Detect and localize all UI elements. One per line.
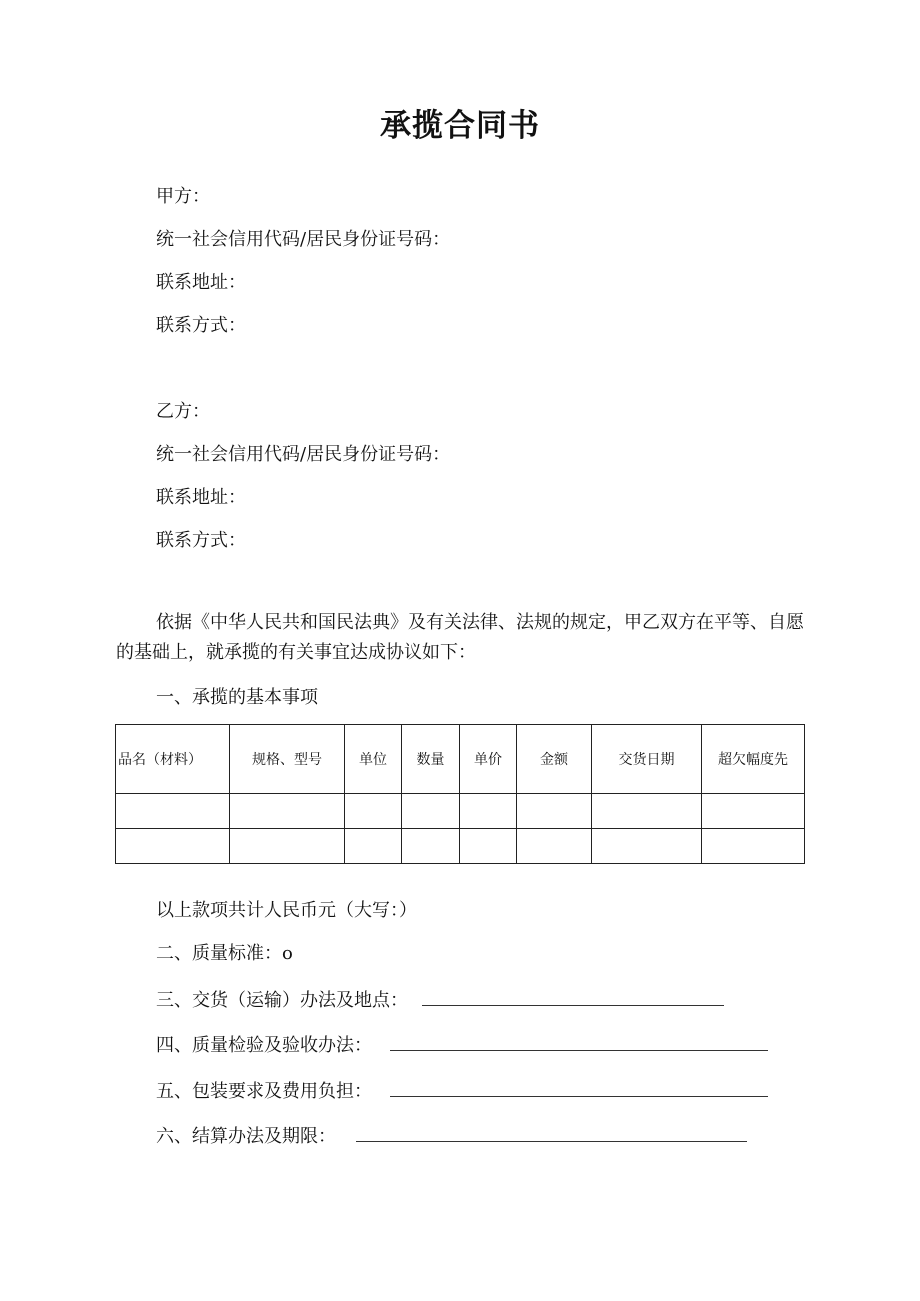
table-cell[interactable] — [592, 794, 702, 829]
table-cell[interactable] — [517, 794, 592, 829]
intro-paragraph: 依据《中华人民共和国民法典》及有关法律、法规的规定，甲乙双方在平等、自愿的基础上，就承揽的有关事宜达成协议如下： — [116, 612, 804, 663]
header-amount: 金额 — [517, 725, 592, 794]
header-unit-price: 单价 — [460, 725, 517, 794]
section5-packaging-row — [156, 1076, 768, 1103]
items-table — [115, 724, 805, 864]
header-quantity: 数量 — [402, 725, 460, 794]
section3-blank-line[interactable] — [422, 985, 724, 1006]
table-row — [116, 829, 805, 864]
table-row — [116, 794, 805, 829]
party-b-id-label: 统一社会信用代码/居民身份证号码： — [156, 444, 451, 465]
section4-blank-line[interactable] — [390, 1030, 768, 1051]
section6-settlement-row — [156, 1121, 747, 1148]
table-cell[interactable] — [345, 829, 402, 864]
total-amount-line: 以上款项共计人民币元（大写：） — [156, 900, 417, 921]
table-cell[interactable] — [230, 829, 345, 864]
party-b-contact-label: 联系方式： — [156, 530, 246, 551]
section3-delivery-row — [156, 985, 724, 1012]
table-cell[interactable] — [517, 829, 592, 864]
table-cell[interactable] — [702, 829, 805, 864]
section1-heading: 一、承揽的基本事项 — [156, 687, 318, 708]
party-a-label: 甲方： — [156, 186, 210, 207]
header-delivery-date: 交货日期 — [592, 725, 702, 794]
header-unit: 单位 — [345, 725, 402, 794]
table-cell[interactable] — [116, 829, 230, 864]
table-cell[interactable] — [230, 794, 345, 829]
table-cell[interactable] — [402, 829, 460, 864]
section4-label: 四、质量检验及验收办法： — [156, 1035, 372, 1056]
header-product: 品名（材料） — [116, 725, 230, 794]
contract-title: 承揽合同书 — [380, 108, 540, 144]
section6-blank-line[interactable] — [356, 1121, 747, 1142]
table-cell[interactable] — [116, 794, 230, 829]
table-cell[interactable] — [592, 829, 702, 864]
table-cell[interactable] — [702, 794, 805, 829]
party-b-address-label: 联系地址： — [156, 487, 246, 508]
table-cell[interactable] — [460, 794, 517, 829]
table-cell[interactable] — [402, 794, 460, 829]
section2-quality-standard: 二、质量标准：o — [156, 943, 293, 964]
table-header-row — [116, 725, 805, 794]
section5-label: 五、包装要求及费用负担： — [156, 1081, 372, 1102]
section6-label: 六、结算办法及期限： — [156, 1126, 336, 1147]
party-a-address-label: 联系地址： — [156, 272, 246, 293]
header-spec: 规格、型号 — [230, 725, 345, 794]
party-a-id-label: 统一社会信用代码/居民身份证号码： — [156, 229, 451, 250]
table-cell[interactable] — [345, 794, 402, 829]
section5-blank-line[interactable] — [390, 1076, 768, 1097]
table-cell[interactable] — [460, 829, 517, 864]
party-b-label: 乙方： — [156, 401, 210, 422]
section3-label: 三、交货（运输）办法及地点： — [156, 990, 408, 1011]
header-tolerance: 超欠幅度先 — [702, 725, 805, 794]
party-a-contact-label: 联系方式： — [156, 315, 246, 336]
section4-inspection-row — [156, 1030, 768, 1057]
